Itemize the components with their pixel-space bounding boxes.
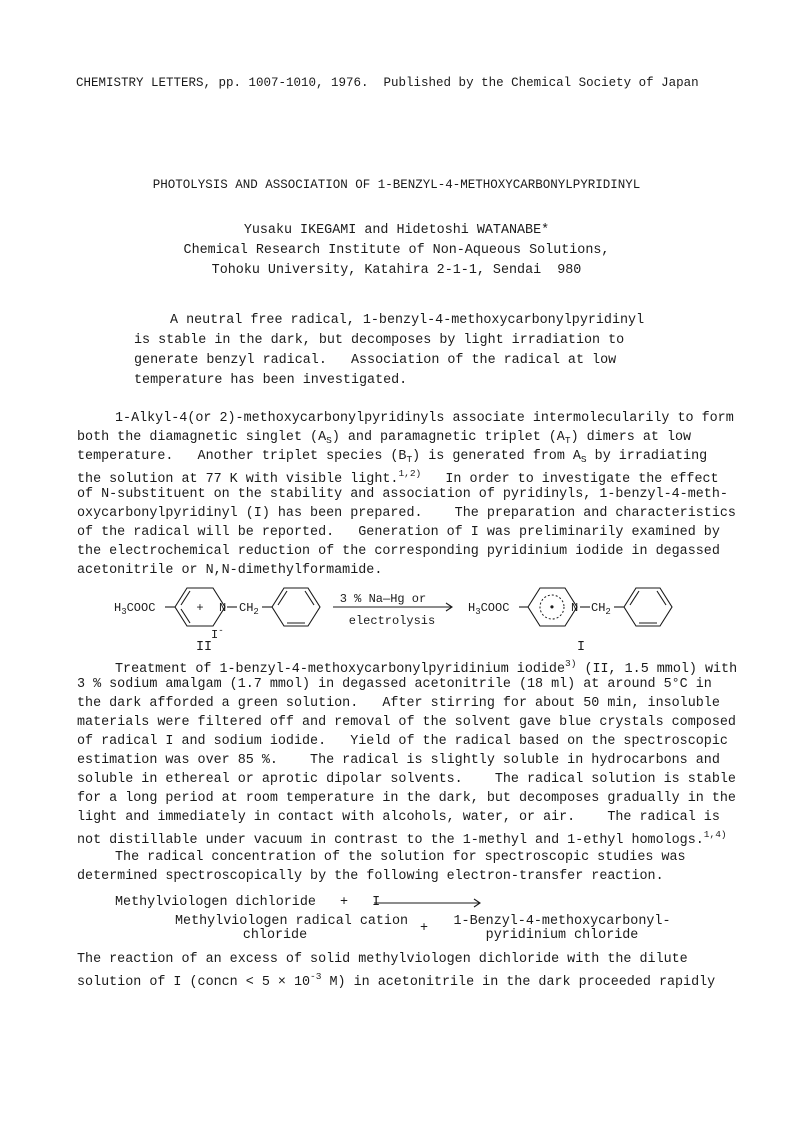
charge-plus: + <box>196 601 204 615</box>
text-line: both the diamagnetic singlet $(A_S)$ and paramagnetic triplet $(A_T)$ dimers at low <box>77 430 692 446</box>
product-nitrogen: N <box>571 601 579 615</box>
product-1-line-2: chloride <box>242 928 308 943</box>
reaction-left: Methylviologen dichloride + I <box>115 895 381 910</box>
authors: Yusaku IKEGAMI and Hidetoshi WATANABE* <box>243 223 550 238</box>
radical-dot: • <box>548 601 556 615</box>
product-2-line-2: pyridinium chloride <box>485 928 639 943</box>
product-2-line-1: 1-Benzyl-4-methoxycarbonyl- <box>453 914 671 929</box>
ch2-group: $CH_2$ <box>239 601 259 617</box>
reaction-plus: + <box>420 921 429 936</box>
reaction-arrow <box>372 895 484 911</box>
text-line: of N-substituent on the stability and association of pyridinyls, 1-benzyl-4-meth- <box>77 487 728 502</box>
text-line: The radical concentration of the solution for spectroscopic studies was <box>115 850 686 865</box>
text-line: the electrochemical reduction of the corresponding pyridinium iodide in degassed <box>77 544 720 559</box>
reagent-top: 3 % Na—Hg or <box>339 592 427 606</box>
product-ch2: $CH_2$ <box>591 601 611 617</box>
iodide-counterion: I- <box>211 626 224 642</box>
abstract-line: is stable in the dark, but decomposes by light irradiation to <box>134 333 625 348</box>
text-line: 3 % sodium amalgam (1.7 mmol) in degassed acetonitrile (18 ml) at around 5°C in <box>77 677 712 692</box>
benzene-ring <box>272 588 320 626</box>
journal-header: CHEMISTRY LETTERS, pp. 1007-1010, 1976. Published by the Chemical Society of Japan <box>76 76 699 90</box>
text-line: 1-Alkyl-4(or 2)-methoxycarbonylpyridinyls associate intermolecularily to form <box>115 411 734 426</box>
text-line: determined spectroscopically by the following electron-transfer reaction. <box>77 869 664 884</box>
reaction-scheme <box>100 586 720 656</box>
affiliation-line-2: Tohoku University, Katahira 2-1-1, Sendai 980 <box>211 263 582 278</box>
text-line: estimation was over 85 %. The radical is slightly soluble in hydrocarbons and <box>77 753 720 768</box>
product-1-line-1: Methylviologen radical cation <box>175 914 409 929</box>
text-line: for a long period at room temperature in the dark, but decomposes gradually in the <box>77 791 736 806</box>
text-line: of radical I and sodium iodide. Yield of the radical based on the spectroscopic <box>77 734 728 749</box>
text-line: temperature. Another triplet species $(B_T)$ is generated from $A_S$ by irradiating <box>77 449 708 465</box>
text-line: not distillable under vacuum in contrast to the 1-methyl and 1-ethyl homologs.$^{1,4)}$ <box>77 829 727 848</box>
affiliation-line-1: Chemical Research Institute of Non-Aqueous Solutions, <box>183 243 610 258</box>
reagent-bottom: electrolysis <box>348 614 436 628</box>
abstract-line: generate benzyl radical. Association of the radical at low <box>134 353 617 368</box>
reactant-prefix: $H_3COOC$ <box>114 601 156 617</box>
abstract-line: A neutral free radical, 1-benzyl-4-methoxycarbonylpyridinyl <box>170 313 645 328</box>
abstract-line: temperature has been investigated. <box>134 373 408 388</box>
text-line: the dark afforded a green solution. After stirring for about 50 min, insoluble <box>77 696 720 711</box>
text-line: Treatment of 1-benzyl-4-methoxycarbonylpyridinium iodide$^{3)}$ (II, 1.5 mmol) with <box>115 658 738 677</box>
text-line: acetonitrile or N,N-dimethylformamide. <box>77 563 383 578</box>
paper-title: PHOTOLYSIS AND ASSOCIATION OF 1-BENZYL-4-METHOXYCARBONYLPYRIDINYL <box>152 178 641 192</box>
text-line: oxycarbonylpyridinyl (I) has been prepared. The preparation and characteristics <box>77 506 736 521</box>
text-line: of the radical will be reported. Generation of I was preliminarily examined by <box>77 525 720 540</box>
nitrogen-label: N <box>219 601 227 615</box>
text-line: the solution at 77 K with visible light.$^{1,2)}$ In order to investigate the effect <box>77 468 719 487</box>
text-line: soluble in ethereal or aprotic dipolar solvents. The radical solution is stable <box>77 772 736 787</box>
text-line: materials were filtered off and removal of the solvent gave blue crystals composed <box>77 715 736 730</box>
text-line: light and immediately in contact with alcohols, water, or air. The radical is <box>77 810 720 825</box>
product-benzene-ring <box>624 588 672 626</box>
compound-label-ii: II <box>196 640 213 655</box>
text-line: solution of I (concn < $5 \times 10^{-3}$ M) in acetonitrile in the dark proceeded rapidly <box>77 971 716 990</box>
compound-label-i: I <box>577 640 586 655</box>
product-prefix: $H_3COOC$ <box>468 601 510 617</box>
text-line: The reaction of an excess of solid methylviologen dichloride with the dilute <box>77 952 688 967</box>
